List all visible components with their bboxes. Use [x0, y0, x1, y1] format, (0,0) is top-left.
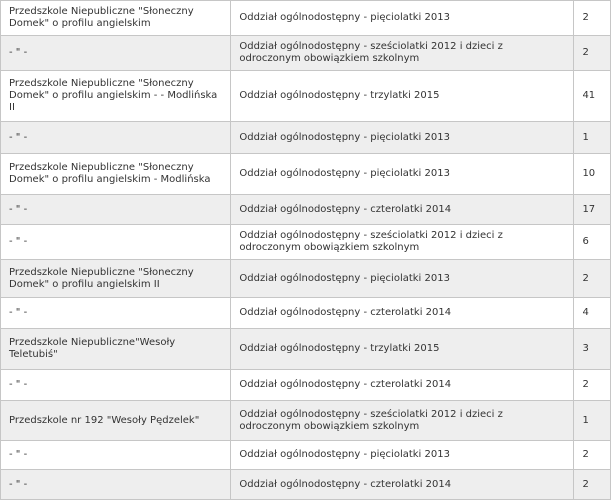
table-row	[1, 36, 611, 71]
count-cell: 1	[574, 401, 611, 441]
count-cell: 41	[574, 71, 611, 122]
unit-cell: Oddział ogólnodostępny - czterolatki 2014	[231, 298, 574, 329]
count-cell: 2	[574, 1, 611, 36]
school-name-cell: - " -	[1, 195, 231, 225]
table-row	[1, 401, 611, 441]
table-row	[1, 195, 611, 225]
school-name-cell: Przedszkole Niepubliczne"Wesoły Teletubiś"	[1, 329, 231, 370]
school-name-cell: Przedszkole Niepubliczne "Słoneczny Domek" o profilu angielskim II	[1, 260, 231, 298]
count-cell: 2	[574, 260, 611, 298]
unit-cell: Oddział ogólnodostępny - sześciolatki 2012 i dzieci z odroczonym obowiązkiem szkolnym	[231, 36, 574, 71]
unit-cell: Oddział ogólnodostępny - czterolatki 2014	[231, 195, 574, 225]
table-row	[1, 225, 611, 260]
school-name-cell: Przedszkole nr 192 "Wesoły Pędzelek"	[1, 401, 231, 441]
school-name-cell: - " -	[1, 298, 231, 329]
count-cell: 1	[574, 122, 611, 154]
table-row	[1, 329, 611, 370]
count-cell: 2	[574, 470, 611, 500]
table-row	[1, 441, 611, 470]
table-row	[1, 260, 611, 298]
school-name-cell: - " -	[1, 36, 231, 71]
unit-cell: Oddział ogólnodostępny - sześciolatki 2012 i dzieci z odroczonym obowiązkiem szkolnym	[231, 225, 574, 260]
school-name-cell: - " -	[1, 370, 231, 401]
school-name-cell: Przedszkole Niepubliczne "Słoneczny Domek" o profilu angielskim - - Modlińska II	[1, 71, 231, 122]
table-body	[1, 1, 611, 500]
table-row	[1, 370, 611, 401]
school-name-cell: Przedszkole Niepubliczne "Słoneczny Domek" o profilu angielskim	[1, 1, 231, 36]
count-cell: 2	[574, 370, 611, 401]
count-cell: 17	[574, 195, 611, 225]
unit-cell: Oddział ogólnodostępny - pięciolatki 2013	[231, 260, 574, 298]
school-name-cell: Przedszkole Niepubliczne "Słoneczny Domek" o profilu angielskim - Modlińska	[1, 154, 231, 195]
unit-cell: Oddział ogólnodostępny - czterolatki 2014	[231, 470, 574, 500]
unit-cell: Oddział ogólnodostępny - czterolatki 2014	[231, 370, 574, 401]
table-row	[1, 298, 611, 329]
unit-cell: Oddział ogólnodostępny - pięciolatki 2013	[231, 154, 574, 195]
table-row	[1, 1, 611, 36]
school-name-cell: - " -	[1, 441, 231, 470]
school-name-cell: - " -	[1, 470, 231, 500]
school-name-cell: - " -	[1, 122, 231, 154]
count-cell: 4	[574, 298, 611, 329]
table-row	[1, 122, 611, 154]
unit-cell: Oddział ogólnodostępny - trzylatki 2015	[231, 329, 574, 370]
count-cell: 2	[574, 36, 611, 71]
unit-cell: Oddział ogólnodostępny - pięciolatki 2013	[231, 122, 574, 154]
count-cell: 10	[574, 154, 611, 195]
school-name-cell: - " -	[1, 225, 231, 260]
unit-cell: Oddział ogólnodostępny - sześciolatki 2012 i dzieci z odroczonym obowiązkiem szkolnym	[231, 401, 574, 441]
table-row	[1, 470, 611, 500]
count-cell: 3	[574, 329, 611, 370]
count-cell: 2	[574, 441, 611, 470]
unit-cell: Oddział ogólnodostępny - pięciolatki 2013	[231, 441, 574, 470]
table-row	[1, 154, 611, 195]
unit-cell: Oddział ogólnodostępny - trzylatki 2015	[231, 71, 574, 122]
table-row	[1, 71, 611, 122]
unit-cell: Oddział ogólnodostępny - pięciolatki 2013	[231, 1, 574, 36]
count-cell: 6	[574, 225, 611, 260]
